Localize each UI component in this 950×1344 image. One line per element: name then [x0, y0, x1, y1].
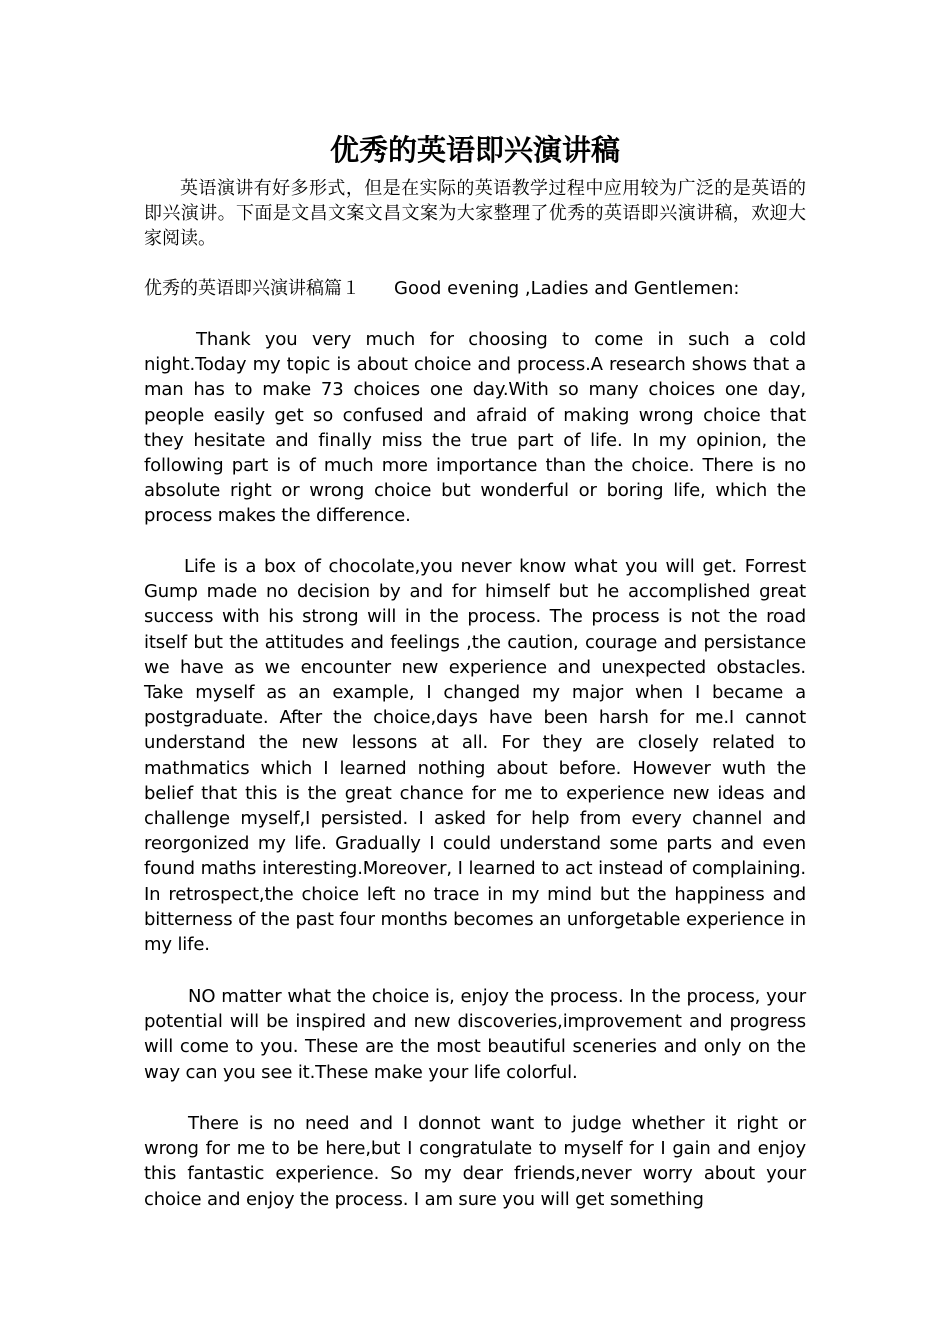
greeting-text: Good evening ,Ladies and Gentlemen:	[394, 278, 740, 299]
body-paragraph: NO matter what the choice is, enjoy the process. In the process, your potential will be inspired and new discoveries,improvement and progress will come to you. These are the most beautiful sceneries and only on the way can you see it.These make your life colorful.	[144, 986, 806, 1083]
intro-paragraph: 英语演讲有好多形式，但是在实际的英语教学过程中应用较为广泛的是英语的即兴演讲。下面是文昌文案文昌文案为大家整理了优秀的英语即兴演讲稿，欢迎大家阅读。	[144, 178, 806, 249]
page-title: 优秀的英语即兴演讲稿	[329, 133, 620, 167]
body-paragraph: There is no need and I donnot want to judge whether it right or wrong for me to be here,but I congratulate to myself for I gain and enjoy this fantastic experience. So my dear friends,never worry about your choice and enjoy the process. I am sure you will get something	[144, 1113, 806, 1210]
body-paragraph: Thank you very much for choosing to come in such a cold night.Today my topic is about choice and process.A research shows that a man has to make 73 choices one day.With so many choices one day, people easily get so confused and afraid of making wrong choice that they hesitate and finally miss the true part of life. In my opinion, the following part is of much more importance than the choice. There is no absolute right or wrong choice but wonderful or boring life, which the process makes the difference.	[144, 329, 806, 527]
section-heading	[144, 276, 806, 301]
body-paragraph: Life is a box of chocolate,you never know what you will get. Forrest Gump made no decision by and for himself but he accomplished great success with his strong will in the process. The process is not the road itself but the attitudes and feelings ,the caution, courage and persistance we have as we encounter new experience and unexpected obstacles. Take myself as an example, I changed my major when I became a postgraduate. After the choice,days have been harsh for me.I cannot understand the new lessons at all. For they are closely related to mathmatics which I learned nothing about before. However wuth the belief that this is the great chance for me to experience new ideas and challenge myself,I persisted. I asked for help from every channel and reorgonized my life. Gradually I could understand some parts and even found maths interesting.Moreover, I learned to act instead of complaining. In retrospect,the choice left no trace in my mind but the happiness and bitterness of the past four months becomes an unforgetable experience in my life.	[144, 556, 806, 956]
section-label: 优秀的英语即兴演讲稿篇１	[144, 278, 360, 299]
